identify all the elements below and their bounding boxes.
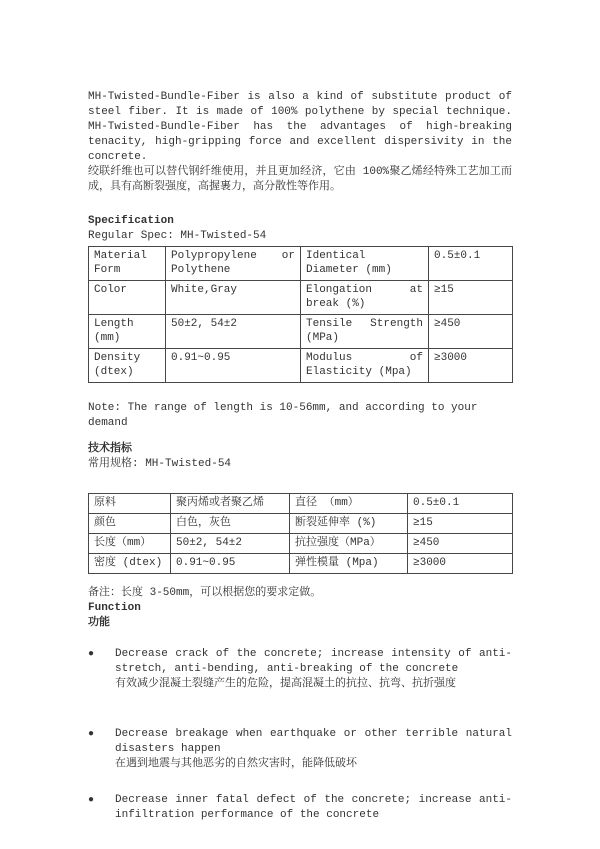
function-section [88,601,512,823]
table-cell: 白色，灰色 [171,514,290,534]
table-cell: 原料 [89,494,171,514]
function-heading-english: Function [88,602,141,614]
table-cell: 断裂延伸率 (%) [290,514,408,534]
table-cell: 0.91~0.95 [166,349,301,383]
table-row [89,315,513,349]
table-cell: 0.91~0.95 [171,554,290,574]
bullet-icon: ● [88,649,95,660]
bullet-icon: ● [88,795,95,806]
bullet-text-english: Decrease crack of the concrete; increase intensity of anti-stretch, anti-bending, anti-breaking of the concrete [115,648,512,675]
table-row [89,349,513,383]
table-cell: 0.5±0.1 [429,247,513,281]
table-row [89,247,513,281]
intro-paragraph [88,90,512,195]
table-cell: 抗拉强度（MPa） [290,534,408,554]
custom-length-note: 备注：长度 3-50mm，可以根据您的要求定做。 [88,587,322,599]
table-row [89,514,513,534]
table-cell: ≥3000 [429,349,513,383]
list-item [88,727,512,772]
bullet-text [115,727,512,772]
table-cell: 50±2, 54±2 [171,534,290,554]
intro-text-chinese: 绞联纤维也可以替代钢纤维使用，并且更加经济，它由 100%聚乙烯经特殊工艺加工而成，具有高断裂强度，高握裹力，高分散性等作用。 [88,166,512,193]
table-cell: ≥3000 [408,554,513,574]
table-row [89,281,513,315]
table-cell: Length (mm) [89,315,166,349]
bullet-text-chinese: 有效减少混凝土裂缝产生的危险，提高混凝土的抗拉、抗弯、抗折强度 [115,678,456,690]
table-cell: Identical Diameter (mm) [301,247,429,281]
table-row [89,494,513,514]
table-cell: Tensile Strength (MPa) [301,315,429,349]
table-cell: Color [89,281,166,315]
table-cell: Material Form [89,247,166,281]
table-cell: Elongation at break (%) [301,281,429,315]
technical-heading: 技术指标 [88,443,132,455]
technical-table [88,493,513,574]
length-range-note: Note: The range of length is 10-56mm, and according to your demand [88,402,478,429]
bullet-icon: ● [88,729,95,740]
intro-text-english: MH-Twisted-Bundle-Fiber is also a kind of substitute product of steel fiber. It is made of 100% polythene by special technique. MH-Twisted-Bundle-Fiber has the advantages of high-breaking tenacity, high-gripping force and excellent dispersivity in the concrete. [88,91,512,163]
table-cell: 长度（mm） [89,534,171,554]
table-cell: Modulus of Elasticity (Mpa) [301,349,429,383]
table-cell: 聚丙烯或者聚乙烯 [171,494,290,514]
regular-spec-line-chinese: 常用规格: MH-Twisted-54 [88,458,232,470]
table-cell: ≥450 [429,315,513,349]
table-row [89,554,513,574]
specification-heading: Specification [88,215,174,227]
function-bullet-list [88,647,512,823]
table-cell: 直径 （mm） [290,494,408,514]
specification-section [88,214,512,431]
table-cell: White,Gray [166,281,301,315]
table-cell: 50±2, 54±2 [166,315,301,349]
table-row [89,534,513,554]
bullet-text-english: Decrease inner fatal defect of the concrete; increase anti-infiltration performance of the concrete [115,794,512,821]
table-cell: 密度 (dtex) [89,554,171,574]
list-item [88,647,512,692]
function-heading-chinese: 功能 [88,617,110,629]
technical-section [88,442,512,601]
specification-table [88,246,513,383]
bullet-text-english: Decrease breakage when earthquake or other terrible natural disasters happen [115,728,512,755]
table-cell: Polypropylene or Polythene [166,247,301,281]
table-cell: 颜色 [89,514,171,534]
bullet-text [115,793,512,823]
table-cell: 弹性模量 (Mpa) [290,554,408,574]
list-item [88,793,512,823]
table-cell: 0.5±0.1 [408,494,513,514]
bullet-text-chinese: 在遇到地震与其他恶劣的自然灾害时，能降低破坏 [115,758,357,770]
regular-spec-line: Regular Spec: MH-Twisted-54 [88,230,267,242]
table-cell: Density (dtex) [89,349,166,383]
table-cell: ≥15 [429,281,513,315]
table-cell: ≥450 [408,534,513,554]
bullet-text [115,647,512,692]
table-cell: ≥15 [408,514,513,534]
